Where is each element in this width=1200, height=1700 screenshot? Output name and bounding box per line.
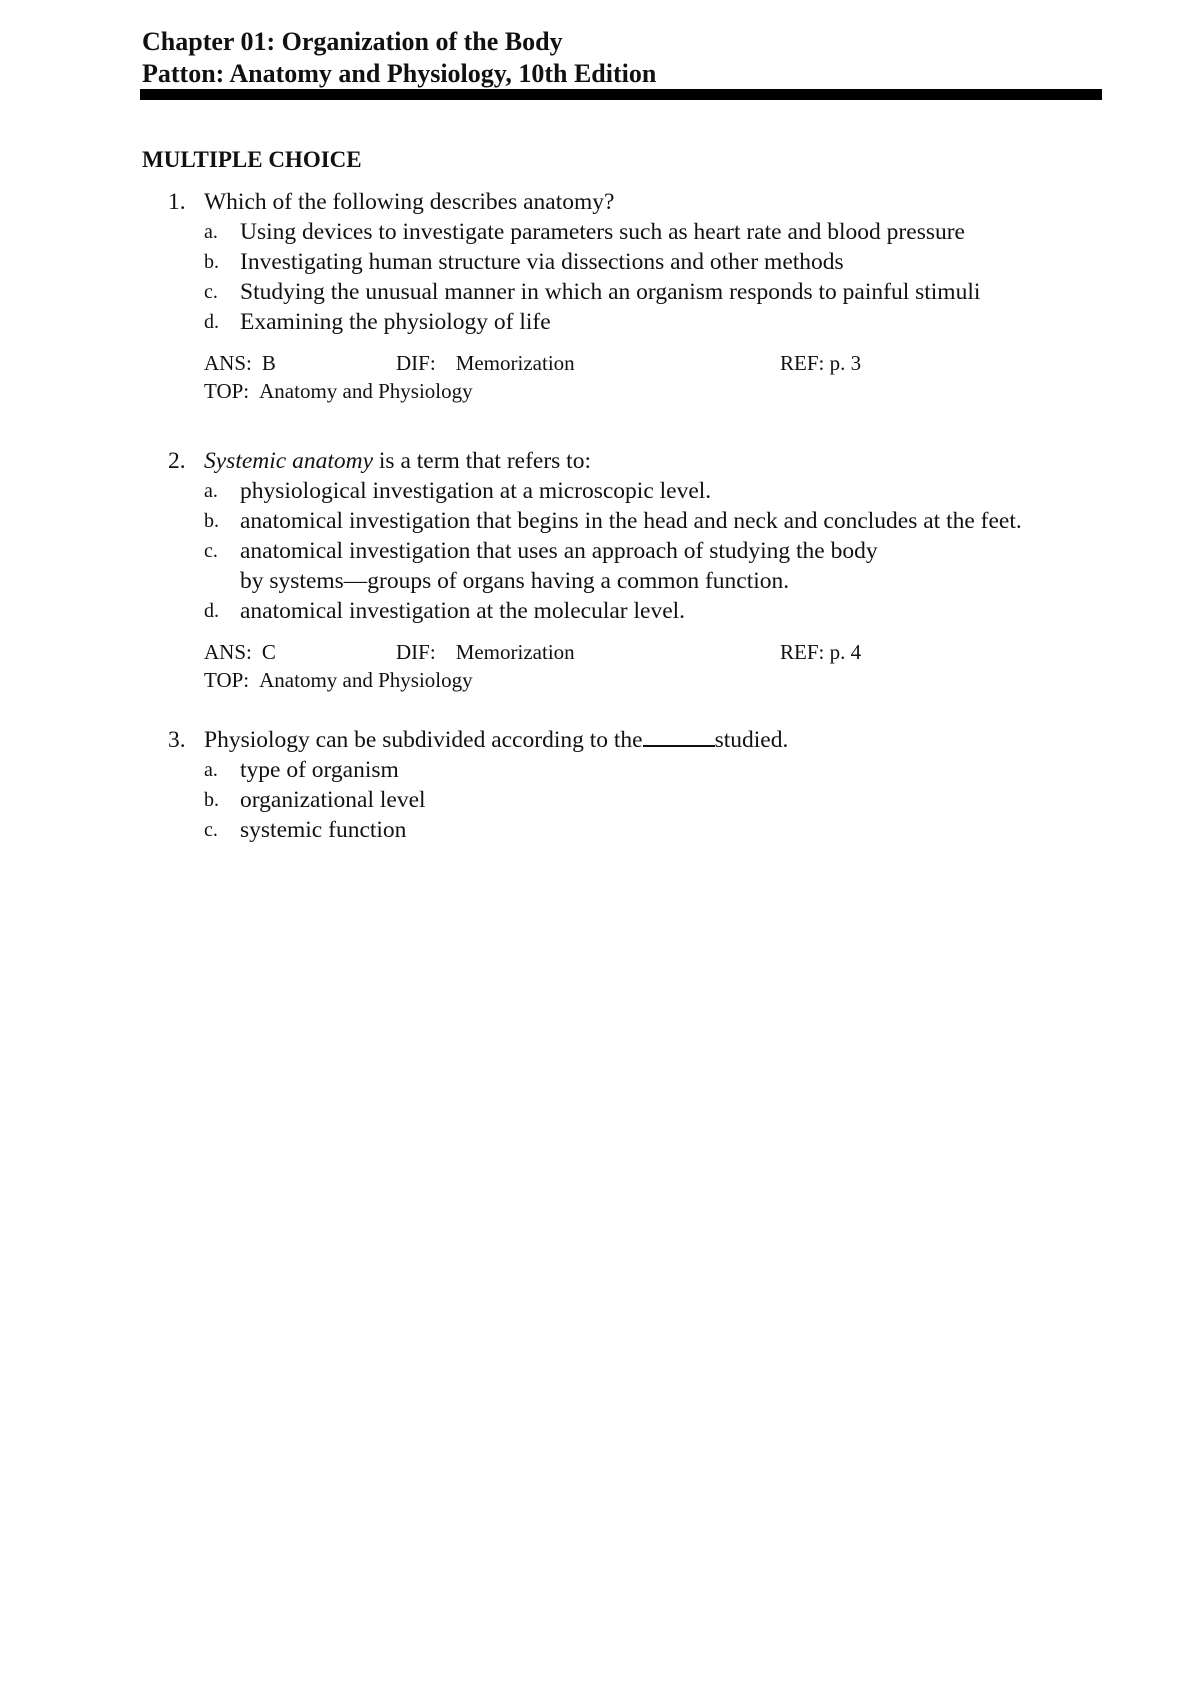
choice-b (204, 785, 1088, 815)
question-term: Systemic anatomy (204, 448, 374, 474)
question-3 (168, 725, 1088, 845)
reference-field (780, 638, 861, 666)
ans-value: C (261, 640, 276, 664)
top-value: Anatomy and Physiology (259, 379, 473, 403)
ans-label: ANS: (204, 640, 252, 664)
top-label: TOP: (204, 668, 250, 692)
choice-a (204, 755, 1088, 785)
choice-letter: c. (204, 819, 218, 841)
header-rule (140, 89, 1102, 100)
ans-label: ANS: (204, 351, 252, 375)
ref-value: p. 4 (829, 640, 862, 664)
choice-letter: d. (204, 311, 219, 333)
section-heading: MULTIPLE CHOICE (142, 147, 362, 172)
choice-text: Investigating human structure via dissections and other methods (240, 249, 844, 275)
answer-field (204, 349, 276, 377)
choice-a (204, 476, 1088, 506)
choice-letter: b. (204, 510, 219, 532)
ans-value: B (261, 351, 276, 375)
choice-text: Studying the unusual manner in which an organism responds to painful stimuli (240, 279, 981, 305)
question-text-after: studied. (714, 727, 789, 753)
question-number: 3. (168, 727, 186, 753)
question-text (204, 448, 591, 474)
question-text-rest: is a term that refers to: (373, 448, 591, 474)
top-value: Anatomy and Physiology (259, 668, 473, 692)
question-number: 1. (168, 189, 186, 215)
choice-letter: b. (204, 251, 219, 273)
choice-letter: c. (204, 281, 218, 303)
choice-text: Using devices to investigate parameters such as heart rate and blood pressure (240, 219, 965, 245)
choice-a (204, 217, 1088, 247)
question-stem (168, 725, 1088, 755)
choice-letter: d. (204, 600, 219, 622)
choice-text: physiological investigation at a microscopic level. (240, 478, 712, 504)
dif-label: DIF: (396, 351, 436, 375)
reference-field (780, 349, 861, 377)
choice-letter: b. (204, 789, 219, 811)
dif-value: Memorization (455, 640, 575, 664)
choice-c (204, 277, 1088, 307)
choice-d (204, 596, 1088, 626)
dif-label: DIF: (396, 640, 436, 664)
choice-letter: a. (204, 759, 218, 781)
choice-letter: a. (204, 221, 218, 243)
choice-letter: a. (204, 480, 218, 502)
dif-value: Memorization (455, 351, 575, 375)
choice-d (204, 307, 1088, 337)
difficulty-field (396, 349, 575, 377)
question-text-before: Physiology can be subdivided according to the (204, 727, 643, 753)
choice-text: anatomical investigation that uses an approach of studying the body by systems—groups of organs having a common function. (240, 538, 878, 594)
topic-field (204, 377, 473, 405)
choice-text: anatomical investigation at the molecular level. (240, 598, 686, 624)
choice-c (204, 815, 1088, 845)
question-text (204, 727, 788, 753)
question-1 (168, 187, 1088, 405)
document-header (142, 26, 1102, 90)
choice-text: organizational level (240, 787, 426, 813)
choice-text: type of organism (240, 757, 399, 783)
fill-in-blank (643, 725, 715, 747)
ref-value: p. 3 (829, 351, 862, 375)
choice-text: Examining the physiology of life (240, 309, 551, 335)
answer-metadata (204, 638, 1088, 694)
question-stem (168, 187, 1088, 217)
question-number: 2. (168, 448, 186, 474)
book-title: Patton: Anatomy and Physiology, 10th Edition (142, 59, 657, 88)
question-stem (168, 446, 1088, 476)
chapter-title: Chapter 01: Organization of the Body (142, 27, 563, 56)
choice-c (204, 536, 1088, 596)
choice-list (168, 755, 1088, 845)
choice-b (204, 506, 1088, 536)
question-2 (168, 446, 1088, 694)
choice-letter: c. (204, 540, 218, 562)
choice-text: anatomical investigation that begins in the head and neck and concludes at the feet. (240, 508, 1022, 534)
choice-b (204, 247, 1088, 277)
ref-label: REF: (780, 351, 825, 375)
choice-text: systemic function (240, 817, 407, 843)
topic-field (204, 666, 473, 694)
answer-field (204, 638, 276, 666)
choice-list (168, 217, 1088, 337)
choice-list (168, 476, 1088, 626)
top-label: TOP: (204, 379, 250, 403)
difficulty-field (396, 638, 575, 666)
answer-metadata (204, 349, 1088, 405)
question-text: Which of the following describes anatomy? (204, 189, 615, 215)
ref-label: REF: (780, 640, 825, 664)
